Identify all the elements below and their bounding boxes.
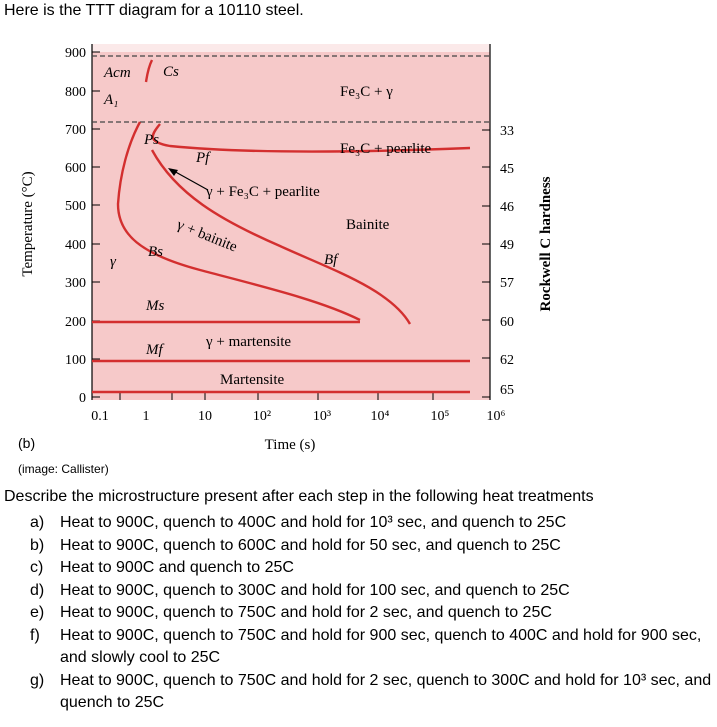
label-pf: Pf (196, 150, 210, 166)
y-axis-label: Temperature (°C) (20, 171, 36, 277)
question-text: Heat to 900C, quench to 300C and hold for 100 sec, and quench to 25C (60, 581, 570, 599)
question-text: Heat to 900C, quench to 750C and hold for 900 sec, quench to 400C and hold for 900 sec, and slowly cool to 25C (60, 626, 702, 666)
label-gamma-martensite: γ + martensite (206, 334, 292, 350)
question-label: b) (30, 536, 45, 554)
label-gamma-bainite: γ + bainite (174, 216, 240, 256)
label-ms: Ms (146, 298, 165, 314)
y-tick-800: 800 (65, 85, 86, 100)
question-label: g) (30, 671, 45, 689)
label-martensite: Martensite (220, 372, 285, 388)
y-tick-100: 100 (65, 353, 86, 368)
question-text: Heat to 900C, quench to 600C and hold for 50 sec, and quench to 25C (60, 536, 561, 554)
label-gamma-fe3c-pearlite: γ + Fe₃C + pearlite (206, 184, 320, 200)
r-tick-46: 46 (500, 200, 514, 215)
question-text: Heat to 900C and quench to 25C (60, 559, 294, 576)
question-label: c) (30, 559, 44, 576)
question-label: a) (30, 514, 45, 531)
question-text: Heat to 900C, quench to 400C and hold for 10³ sec, and quench to 25C (60, 514, 567, 531)
y-tick-900: 900 (65, 46, 86, 61)
label-fe3c-gamma: Fe₃C + γ (340, 84, 393, 100)
label-gamma: γ (110, 254, 116, 270)
list-item (30, 670, 714, 715)
r-tick-57: 57 (500, 276, 514, 291)
intro-text: Here is the TTT diagram for a 10110 steel. (4, 2, 304, 19)
r-tick-33: 33 (500, 124, 514, 139)
r-tick-45: 45 (500, 162, 514, 177)
label-bainite: Bainite (346, 217, 390, 233)
label-a1: A₁ (104, 92, 119, 108)
label-acm: Acm (104, 65, 131, 81)
right-axis-label: Rockwell C hardness (538, 176, 554, 312)
x-tick-10-3: 10³ (312, 409, 332, 424)
question-text: Heat to 900C, quench to 750C and hold for 2 sec, and quench to 25C (60, 604, 552, 621)
y-tick-300: 300 (65, 276, 86, 291)
ttt-diagram (0, 24, 717, 476)
list-item (30, 535, 714, 558)
r-tick-65: 65 (500, 383, 514, 398)
y-tick-700: 700 (65, 123, 86, 138)
white-strip-top (92, 44, 490, 52)
list-item (30, 512, 714, 535)
y-tick-500: 500 (65, 199, 86, 214)
y-tick-400: 400 (65, 238, 86, 253)
question-list (30, 512, 714, 715)
list-item (30, 625, 714, 670)
x-axis-label: Time (s) (264, 437, 316, 453)
r-tick-49: 49 (500, 238, 514, 253)
label-bf: Bf (324, 252, 338, 268)
r-tick-62: 62 (500, 353, 514, 368)
x-tick-0.1: 0.1 (91, 409, 109, 424)
x-tick-10-2: 10² (252, 409, 272, 424)
list-item (30, 602, 714, 625)
question-label: d) (30, 581, 45, 599)
x-tick-10-5: 10⁵ (430, 409, 450, 424)
list-item (30, 580, 714, 603)
r-tick-60: 60 (500, 315, 514, 330)
panel-label: (b) (18, 435, 36, 451)
x-tick-10-4: 10⁴ (370, 409, 390, 424)
x-tick-1: 1 (142, 409, 150, 424)
list-item (30, 557, 714, 580)
x-tick-10-6: 10⁶ (486, 409, 506, 424)
y-tick-200: 200 (65, 315, 86, 330)
question-label: f) (30, 626, 40, 644)
label-ps: Ps (144, 132, 159, 148)
image-source: (image: Callister) (18, 462, 109, 476)
y-tick-600: 600 (65, 161, 86, 176)
x-tick-10: 10 (198, 409, 212, 424)
label-mf: Mf (146, 342, 163, 358)
label-fe3c-pearlite: Fe₃C + pearlite (340, 141, 432, 157)
question-prompt: Describe the microstructure present after each step in the following heat treatments (4, 488, 594, 505)
question-text: Heat to 900C, quench to 750C and hold for 2 sec, quench to 300C and hold for 10³ sec, and quench to 25C (60, 671, 712, 711)
question-label: e) (30, 604, 45, 621)
label-cs: Cs (163, 64, 179, 80)
label-bs: Bs (148, 244, 163, 260)
y-tick-0: 0 (79, 391, 86, 406)
